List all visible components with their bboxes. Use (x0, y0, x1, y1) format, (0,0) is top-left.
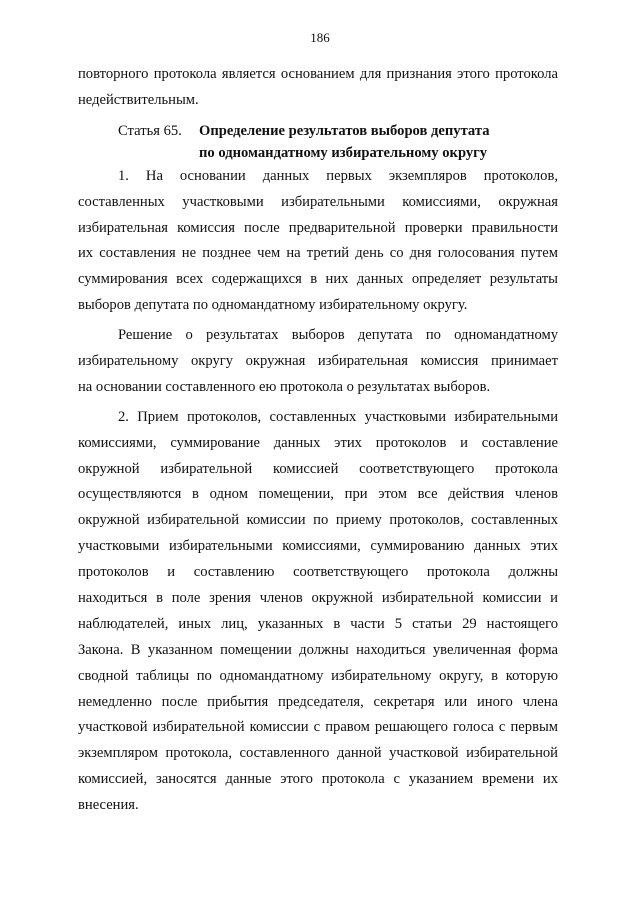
text-line: участковой избирательной комиссии с правом решающего голоса с первым (78, 719, 558, 736)
paragraph-1 (78, 164, 558, 319)
text-line: суммирования всех содержащихся в них данных определяет результаты (78, 271, 558, 288)
text-line: протоколов и составлению соответствующего протокола должны (78, 564, 558, 581)
text-line: недействительным. (78, 91, 199, 108)
text-line: выборов депутата по одномандатному избирательному округу. (78, 297, 468, 314)
text-line: избирательному округу окружная избирательная комиссия принимает (78, 353, 558, 370)
article-title-line: Определение результатов выборов депутата (199, 122, 490, 139)
text-line: составленных участковыми избирательными комиссиями, окружная (78, 193, 558, 210)
text-line: 1. На основании данных первых экземпляров протоколов, (118, 167, 558, 184)
text-line: Решение о результатах выборов депутата по одномандатному (118, 327, 558, 344)
text-line: комиссией, заносятся данные этого протокола с указанием времени их (78, 771, 558, 788)
text-line: окружной избирательной комиссии по приему протоколов, составленных (78, 512, 558, 529)
text-line: их составления не позднее чем на третий день со дня голосования путем (78, 245, 558, 262)
article-label: Статья 65. (118, 122, 182, 139)
paragraph-2 (78, 323, 558, 401)
page-number: 186 (310, 30, 330, 45)
paragraph-3 (78, 405, 558, 819)
text-line: на основании составленного ею протокола о результатах выборов. (78, 378, 491, 395)
text-line: наблюдателей, иных лиц, указанных в части 5 статьи 29 настоящего (78, 615, 558, 632)
text-line: внесения. (78, 797, 139, 814)
text-line: немедленно после прибытия председателя, секретаря или иного члена (78, 693, 558, 710)
text-line: осуществляются в одном помещении, при этом все действия членов (78, 486, 558, 503)
text-line: окружной избирательной комиссией соответствующего протокола (78, 460, 558, 477)
article-title (199, 120, 490, 164)
text-line: находиться в поле зрения членов окружной избирательной комиссии и (78, 590, 558, 607)
text-line: Закона. В указанном помещении должны находиться увеличенная форма (78, 641, 558, 658)
article-heading (78, 120, 558, 164)
text-line: сводной таблицы по одномандатному избирательному округу, в которую (78, 667, 558, 684)
text-line: 2. Прием протоколов, составленных участковыми избирательными (118, 408, 558, 425)
text-line: избирательная комиссия после предварительной проверки правильности (78, 219, 558, 236)
article-title-line: по одномандатному избирательному округу (199, 144, 488, 161)
text-line: экземпляром протокола, составленного данной участковой избирательной (78, 745, 558, 762)
document-body (78, 62, 558, 819)
intro-paragraph (78, 62, 558, 114)
text-line: комиссиями, суммирование данных этих протоколов и составление (78, 434, 558, 451)
text-line: повторного протокола является основанием для признания этого протокола (78, 66, 558, 82)
text-line: участковыми избирательными комиссиями, суммированию данных этих (78, 538, 558, 555)
